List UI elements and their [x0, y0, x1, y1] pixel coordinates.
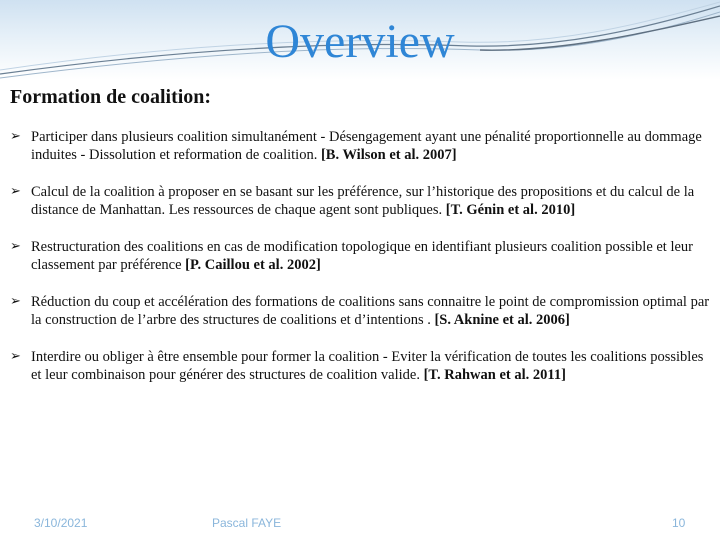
bullet-reference: [T. Génin et al. 2010] — [445, 202, 576, 218]
bullet-reference: [S. Aknine et al. 2006] — [434, 312, 570, 328]
arrow-bullet-icon: ➢ — [10, 349, 21, 364]
bullet-item — [10, 183, 710, 219]
arrow-bullet-icon: ➢ — [10, 129, 21, 144]
bullet-text: Interdire ou obliger à être ensemble pour former la coalition - Eviter la vérification de toutes les coalitions possibles et leur combinaison pour générer des structures de coalition valide. — [31, 349, 704, 383]
bullet-reference: [T. Rahwan et al. 2011] — [423, 367, 566, 383]
arrow-bullet-icon: ➢ — [10, 184, 21, 199]
bullet-text: Calcul de la coalition à proposer en se basant sur les préférence, sur l’historique des propositions et du calcul de la distance de Manhattan. Les ressources de chaque agent sont publiques. — [31, 184, 695, 218]
bullet-text: Réduction du coup et accélération des formations de coalitions sans connaitre le point de compromission optimal par la construction de l’arbre des structures de coalitions et d’intentions . — [31, 294, 710, 328]
bullet-item — [10, 238, 710, 274]
bullet-reference: [P. Caillou et al. 2002] — [185, 257, 321, 273]
bullet-item — [10, 348, 710, 384]
arrow-bullet-icon: ➢ — [10, 294, 21, 309]
bullet-item — [10, 293, 710, 329]
footer-page-number: 10 — [672, 516, 686, 530]
bullet-item — [10, 128, 710, 164]
slide-subtitle: Formation de coalition: — [10, 86, 212, 108]
bullet-reference: [B. Wilson et al. 2007] — [320, 147, 457, 163]
bullet-text: Restructuration des coalitions en cas de modification topologique en identifiant plusieurs coalition possible et leur classement par préférence — [31, 239, 694, 273]
slide-title: Overview — [265, 15, 455, 68]
bullet-list — [10, 128, 710, 403]
footer-date: 3/10/2021 — [34, 516, 88, 530]
footer-author: Pascal FAYE — [212, 516, 282, 530]
arrow-bullet-icon: ➢ — [10, 239, 21, 254]
bullet-text: Participer dans plusieurs coalition simultanément - Désengagement ayant une pénalité proportionnelle au dommage induites - Dissolution et reformation de coalition. — [31, 129, 702, 163]
